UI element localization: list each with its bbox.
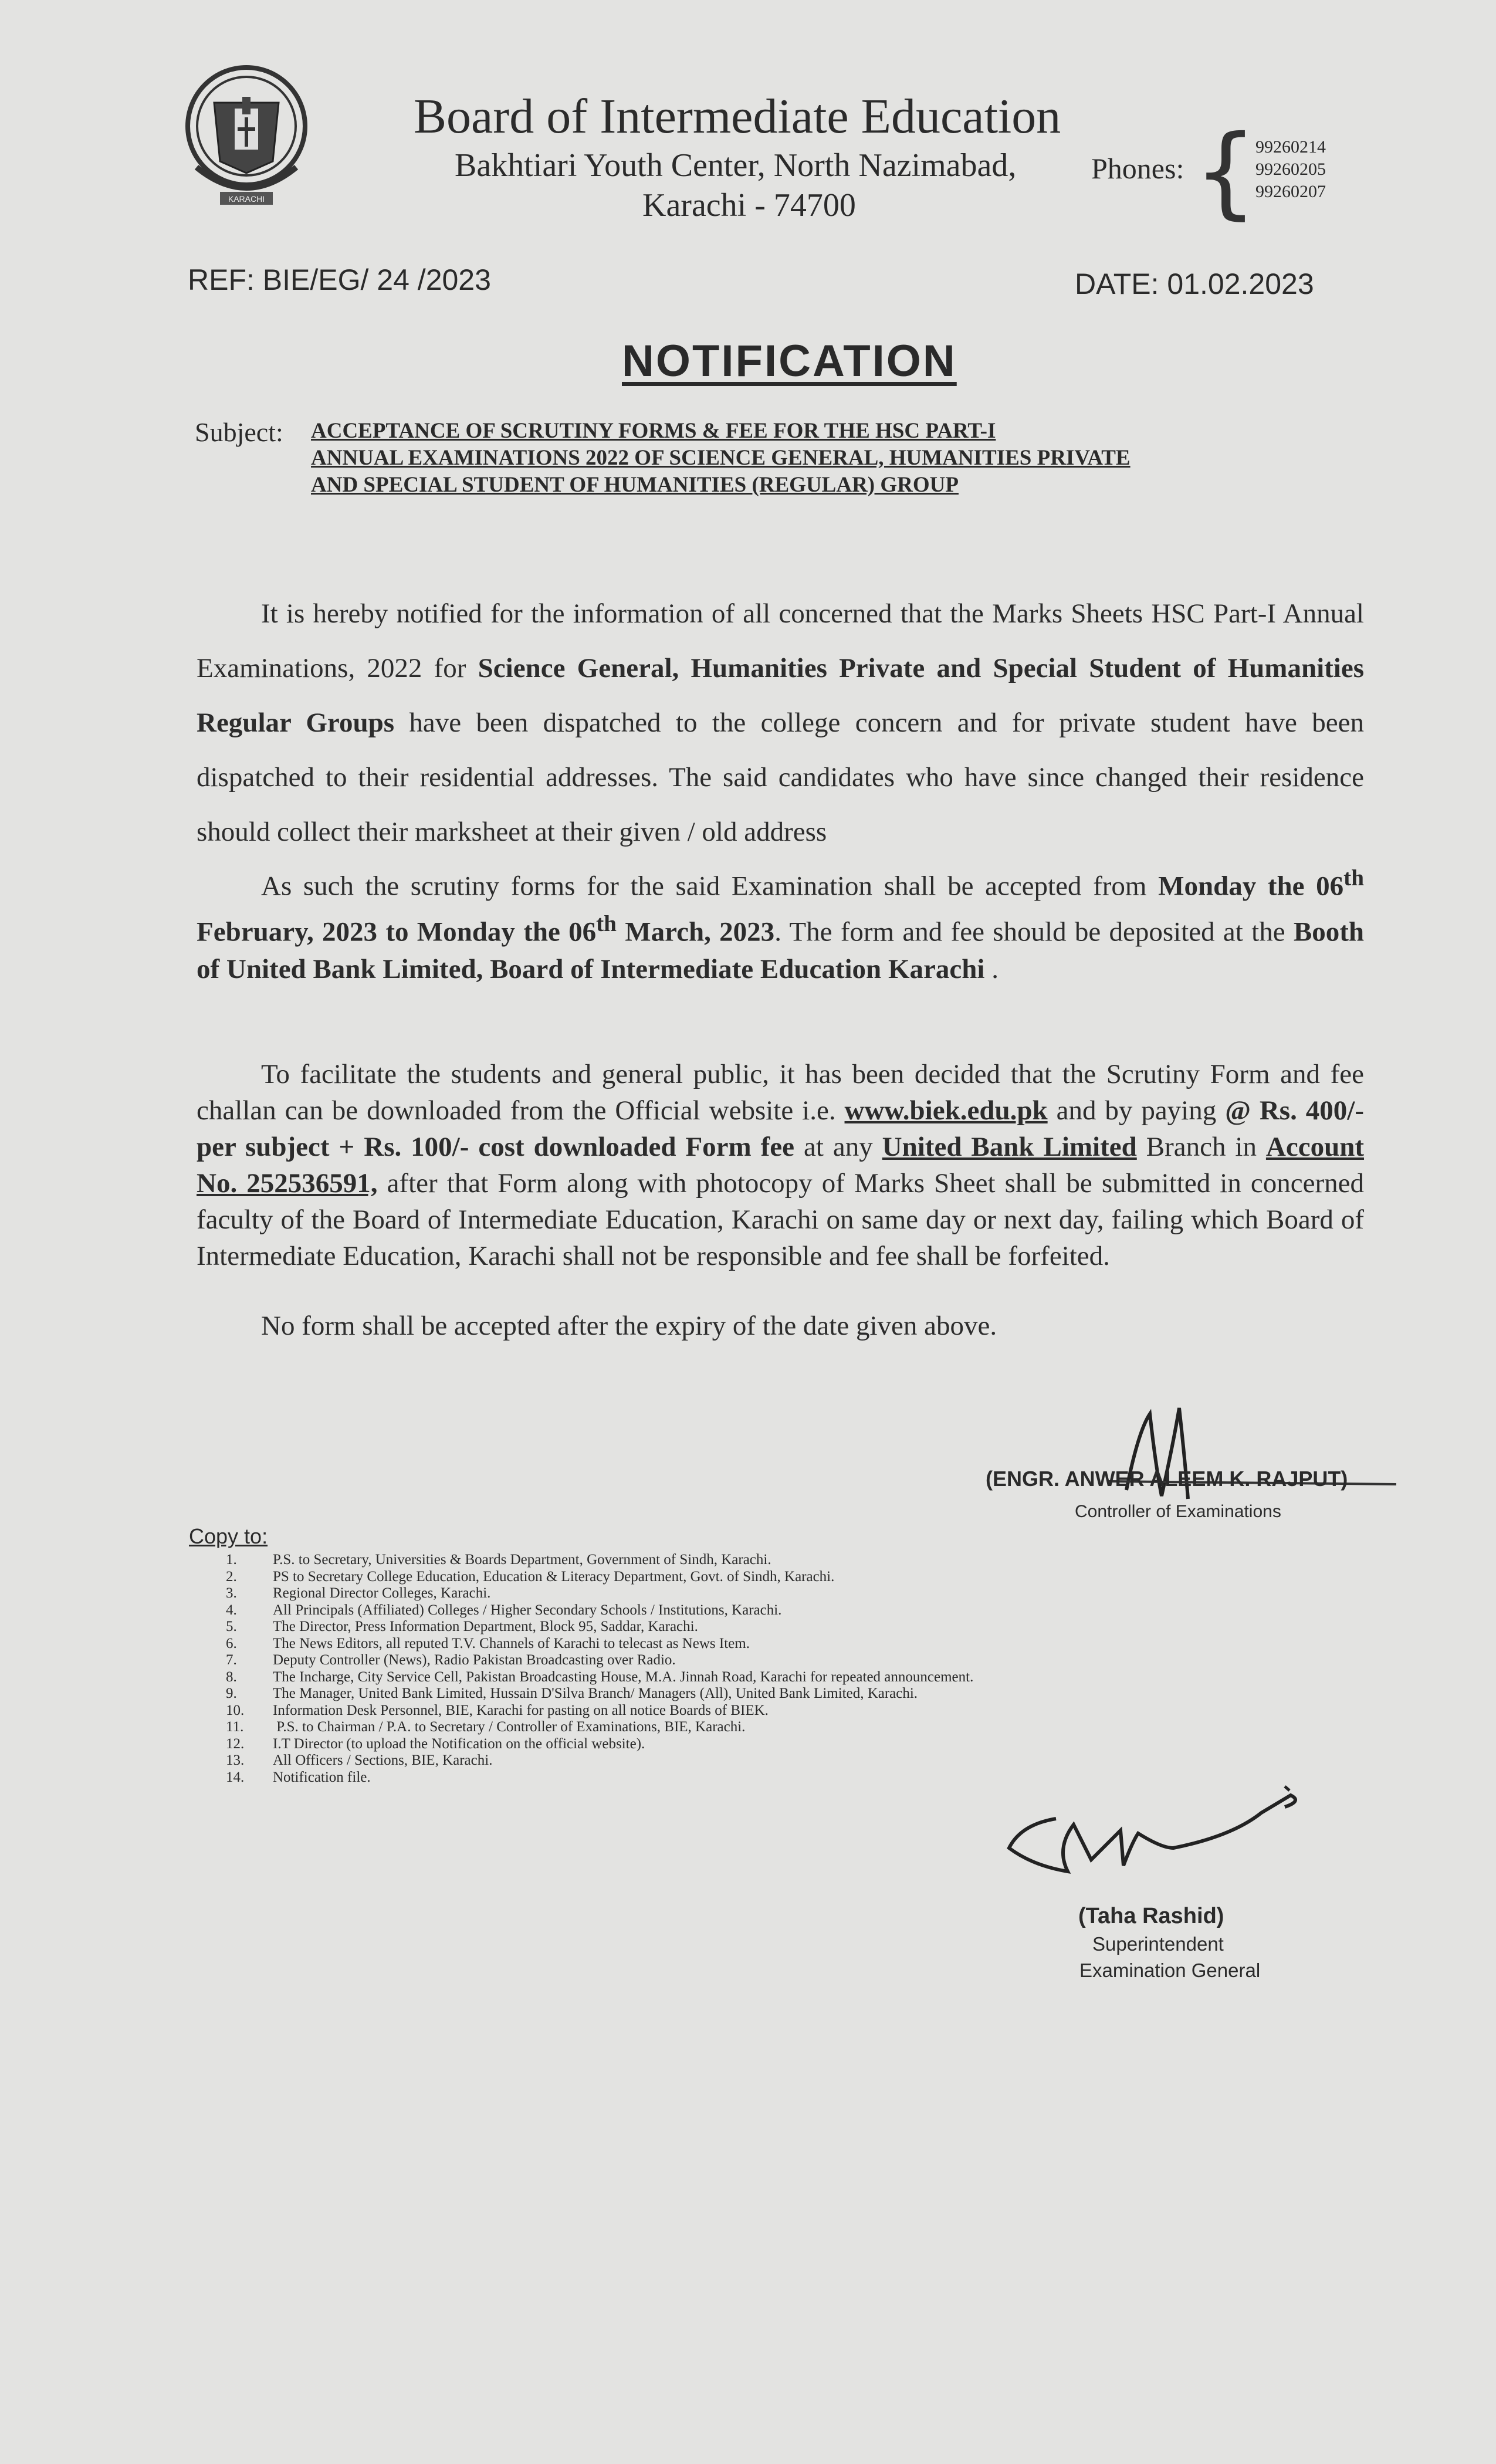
phones-label: Phones: <box>1091 152 1184 185</box>
para3-text: at any <box>794 1132 882 1162</box>
document-date: DATE: 01.02.2023 <box>1075 268 1314 300</box>
brace-icon: { <box>1194 114 1258 230</box>
superintendent-department: Examination General <box>1079 1959 1261 1981</box>
list-item: 1. P.S. to Secretary, Universities & Boards Department, Government of Sindh, Karachi. <box>226 1552 771 1568</box>
list-item: 9. The Manager, United Bank Limited, Hussain D'Silva Branch/ Managers (All), United Bank Limited, Karachi. <box>226 1685 918 1701</box>
para2-bold: March, 2023 <box>616 916 775 947</box>
para3-text: after that Form along with photocopy of Marks Sheet shall be submitted in concerned faculty of the Board of Intermediate Education, Karachi on same day or next day, failing which Board of Intermediate Education, Karachi shall not be responsible and fee shall be forfeited. <box>197 1168 1364 1271</box>
ordinal-suffix: th <box>596 911 617 936</box>
subject-line: ACCEPTANCE OF SCRUTINY FORMS & FEE FOR THE HSC PART-I <box>311 419 996 443</box>
org-name: Board of Intermediate Education <box>414 89 1061 144</box>
para3-text: and by paying <box>1047 1095 1226 1126</box>
copy-to-label: Copy to: <box>189 1524 268 1548</box>
paragraph-2 <box>197 859 1364 988</box>
para2-bold: Monday the 06 <box>1158 871 1344 902</box>
para1-bold: Science General, Humanities Private and Special Student of Humanities Regular Groups <box>197 653 1364 738</box>
superintendent-signature <box>986 1778 1349 1895</box>
list-item: 10. Information Desk Personnel, BIE, Karachi for pasting on all notice Boards of BIEK. <box>226 1702 769 1718</box>
para2-bold: February, 2023 to Monday the 06 <box>197 916 597 947</box>
para2-bold: Booth of United Bank Limited, Board of Intermediate Education Karachi <box>197 916 1365 985</box>
superintendent-name: (Taha Rashid) <box>1078 1904 1224 1928</box>
bank-name: United Bank Limited <box>882 1132 1137 1162</box>
para1-text: It is hereby notified for the information of all concerned that the Marks Sheets HSC Part-I Annual Examinations, 2022 for <box>197 598 1364 683</box>
para2-text: As such the scrutiny forms for the said Examination shall be accepted from <box>261 871 1159 902</box>
list-item: 5. The Director, Press Information Department, Block 95, Saddar, Karachi. <box>226 1619 698 1634</box>
para2-text: . The form and fee should be deposited at the <box>774 916 1294 947</box>
para3-bold: @ Rs. 400/- per subject + Rs. 100/- cost downloaded Form fee <box>197 1095 1364 1162</box>
subject-line: ANNUAL EXAMINATIONS 2022 OF SCIENCE GENERAL, HUMANITIES PRIVATE <box>311 446 1131 470</box>
logo-caption: KARACHI <box>228 194 265 204</box>
controller-title: Controller of Examinations <box>1075 1502 1281 1521</box>
controller-signature <box>1103 1396 1408 1514</box>
para3-text: To facilitate the students and general public, it has been decided that the Scrutiny Form and fee challan can be downloaded from the Official website i.e. <box>197 1059 1364 1126</box>
subject-label: Subject: <box>195 417 283 447</box>
paragraph-3 <box>197 1056 1364 1274</box>
ordinal-suffix: th <box>1343 865 1364 891</box>
list-item: 3. Regional Director Colleges, Karachi. <box>226 1585 491 1601</box>
subject-text <box>311 418 1131 499</box>
list-item: 7. Deputy Controller (News), Radio Pakistan Broadcasting over Radio. <box>226 1652 676 1668</box>
paragraph-4 <box>197 1308 1364 1343</box>
list-item: 2. PS to Secretary College Education, Education & Literacy Department, Govt. of Sindh, Karachi. <box>226 1568 835 1585</box>
phones-list <box>1255 136 1326 203</box>
para4-text: No form shall be accepted after the expiry of the date given above. <box>261 1311 997 1341</box>
phone-number: 99260205 <box>1255 160 1326 179</box>
para2-text: . <box>984 954 999 985</box>
list-item: 8. The Incharge, City Service Cell, Pakistan Broadcasting House, M.A. Jinnah Road, Karachi for repeated announcement. <box>226 1668 974 1685</box>
board-seal-logo <box>179 62 314 214</box>
document-title: NOTIFICATION <box>622 336 957 386</box>
org-address-line1: Bakhtiari Youth Center, North Nazimabad, <box>455 147 1017 184</box>
controller-name: (ENGR. ANWER ALEEM K. RAJPUT) <box>986 1467 1348 1491</box>
list-item: 4. All Principals (Affiliated) Colleges / Higher Secondary Schools / Institutions, Karachi. <box>226 1602 782 1618</box>
para1-text: have been dispatched to the college concern and for private student have been dispatched to their residential addresses. The said candidates who have since changed their residence should collect their marksheet at their given / old address <box>197 708 1364 847</box>
phone-number: 99260207 <box>1255 182 1326 201</box>
list-item: 13. All Officers / Sections, BIE, Karachi. <box>226 1752 493 1768</box>
copy-to-list <box>226 1552 973 1786</box>
list-item: 14. Notification file. <box>226 1769 371 1785</box>
list-item: 6. The News Editors, all reputed T.V. Channels of Karachi to telecast as News Item. <box>226 1635 750 1651</box>
superintendent-title: Superintendent <box>1092 1933 1224 1955</box>
reference-number: REF: BIE/EG/ 24 /2023 <box>188 263 491 296</box>
website-link[interactable]: www.biek.edu.pk <box>844 1095 1048 1126</box>
list-item: 11. P.S. to Chairman / P.A. to Secretary / Controller of Examinations, BIE, Karachi. <box>226 1719 746 1735</box>
phone-number: 99260214 <box>1255 137 1326 157</box>
org-address-line2: Karachi - 74700 <box>642 187 856 224</box>
account-number: Account No. 252536591, <box>197 1132 1364 1199</box>
para3-text: Branch in <box>1136 1132 1266 1162</box>
subject-line: AND SPECIAL STUDENT OF HUMANITIES (REGULAR) GROUP <box>311 473 959 497</box>
paragraph-1 <box>197 587 1364 859</box>
list-item: 12. I.T Director (to upload the Notification on the official website). <box>226 1735 645 1752</box>
